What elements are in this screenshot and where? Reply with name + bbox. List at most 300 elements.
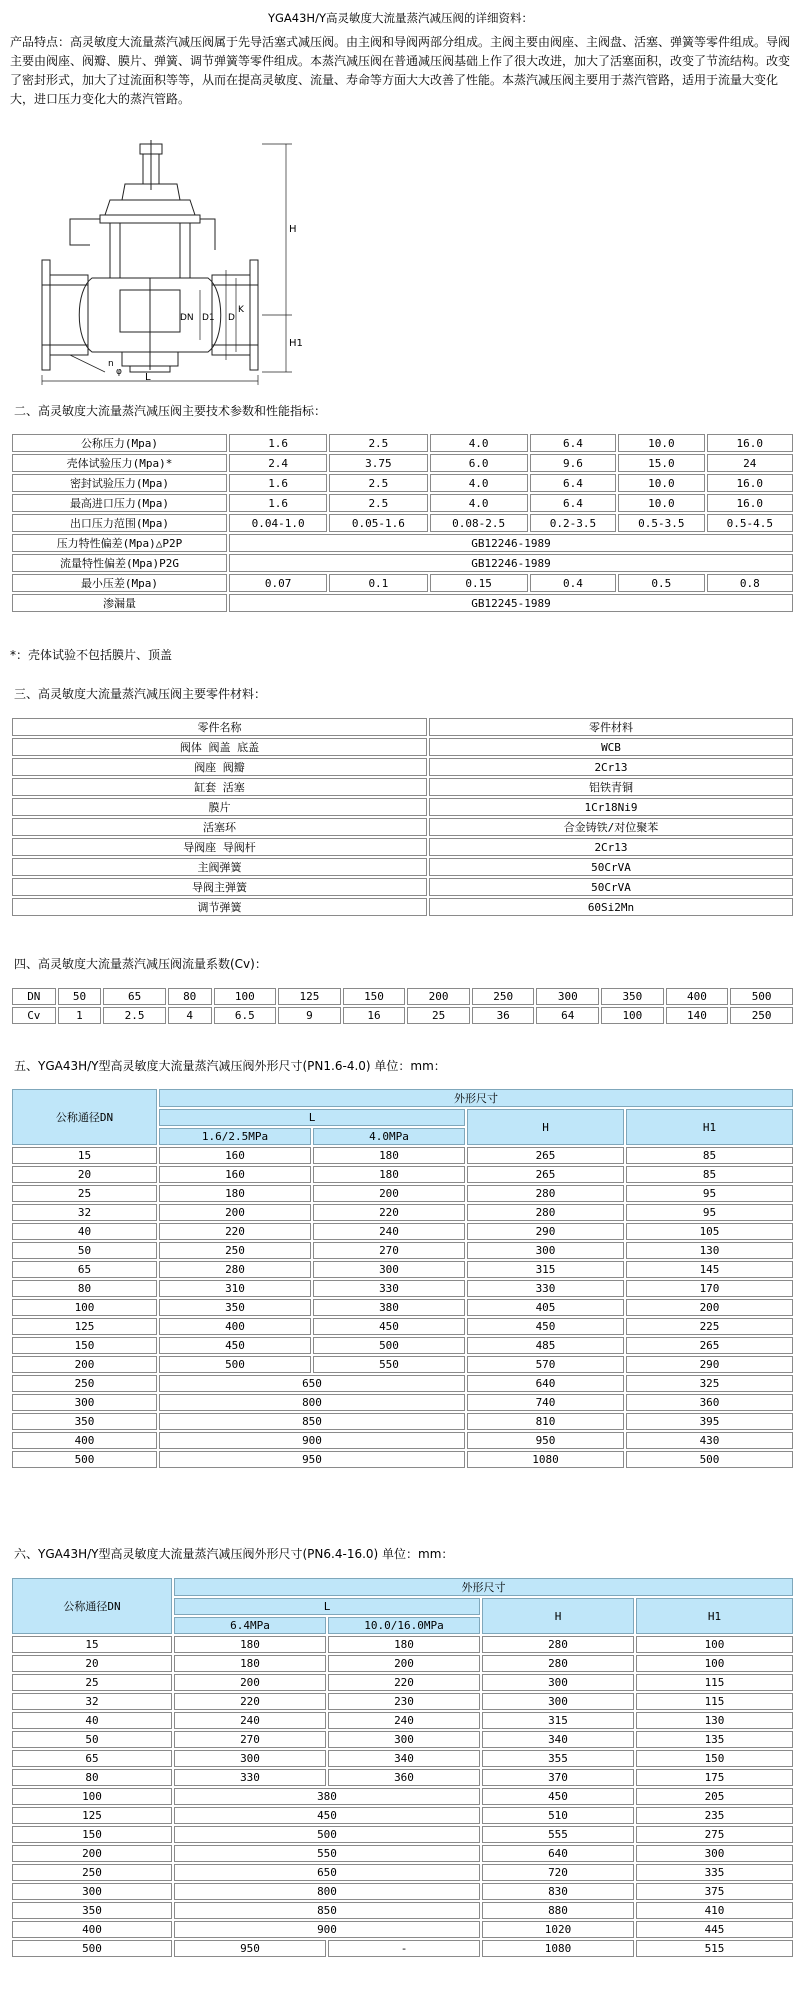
spec-value: 10.0: [618, 434, 704, 452]
dims-l: 250: [159, 1242, 311, 1259]
dims-row: [12, 1655, 793, 1672]
spec-row: [12, 554, 793, 572]
spec-label: 密封试验压力(Mpa): [12, 474, 227, 492]
part-material: 60Si2Mn: [429, 898, 793, 916]
spec-value: 2.4: [229, 454, 327, 472]
dims-l: 160: [159, 1147, 311, 1164]
spec-value: 0.04-1.0: [229, 514, 327, 532]
dims-dn: 150: [12, 1337, 157, 1354]
materials-row: [12, 878, 793, 896]
dims-l: 240: [313, 1223, 465, 1240]
spec-row: [12, 434, 793, 452]
dims-h: 265: [467, 1166, 624, 1183]
spec-value: 0.4: [530, 574, 616, 592]
dims-row: [12, 1280, 793, 1297]
cv-value: 6.5: [214, 1007, 277, 1024]
dims-dn: 20: [12, 1166, 157, 1183]
dims-h1: 300: [636, 1845, 793, 1862]
dims-l: 180: [159, 1185, 311, 1202]
dims-row: [12, 1750, 793, 1767]
dims-l: 180: [313, 1147, 465, 1164]
spec-value: 0.15: [430, 574, 528, 592]
cv-value: 4: [168, 1007, 212, 1024]
dims-l: 380: [313, 1299, 465, 1316]
dims-l: 900: [174, 1921, 480, 1938]
dims-h1: 170: [626, 1280, 793, 1297]
dims-h: 355: [482, 1750, 634, 1767]
dims-row: [12, 1166, 793, 1183]
spec-value: 0.05-1.6: [329, 514, 427, 532]
spec-standard: GB12246-1989: [229, 554, 793, 572]
dims-l: 500: [174, 1826, 480, 1843]
dims-header-l: L: [174, 1598, 480, 1615]
dims-h: 555: [482, 1826, 634, 1843]
spec-standard: GB12245-1989: [229, 594, 793, 612]
dims-l: 900: [159, 1432, 465, 1449]
cv-value: 125: [278, 988, 341, 1005]
dims-h1: 375: [636, 1883, 793, 1900]
dims-row: [12, 1712, 793, 1729]
spec-value: 6.4: [530, 494, 616, 512]
materials-header-material: 零件材料: [429, 718, 793, 736]
materials-row: [12, 818, 793, 836]
dims-l: 240: [328, 1712, 480, 1729]
spec-value: 0.8: [707, 574, 793, 592]
dims-h1: 175: [636, 1769, 793, 1786]
dims-h1: 95: [626, 1204, 793, 1221]
dims-h1: 135: [636, 1731, 793, 1748]
cv-value: 500: [730, 988, 793, 1005]
dims-dn: 20: [12, 1655, 172, 1672]
cv-row-dn: [12, 988, 793, 1005]
dims-h: 315: [467, 1261, 624, 1278]
spec-value: 2.5: [329, 434, 427, 452]
cv-value: 100: [214, 988, 277, 1005]
part-material: 合金铸铁/对位聚苯: [429, 818, 793, 836]
dims-row: [12, 1769, 793, 1786]
dims-h1: 205: [636, 1788, 793, 1805]
dims-h1: 200: [626, 1299, 793, 1316]
dims-l: 800: [159, 1394, 465, 1411]
spec-value: 6.4: [530, 434, 616, 452]
cv-value: 1: [58, 1007, 102, 1024]
dims-l: 350: [159, 1299, 311, 1316]
dims-row: [12, 1845, 793, 1862]
dims-dn: 32: [12, 1204, 157, 1221]
dim-d1-label: D1: [202, 313, 215, 323]
dims-row: [12, 1356, 793, 1373]
section5-heading: 五、YGA43H/Y型高灵敏度大流量蒸汽减压阀外形尺寸(PN1.6-4.0) 单位：mm：: [14, 1059, 446, 1073]
materials-row: [12, 838, 793, 856]
spec-value: 2.5: [329, 494, 427, 512]
part-material: WCB: [429, 738, 793, 756]
dims-h1: 115: [636, 1674, 793, 1691]
dims-row: [12, 1242, 793, 1259]
cv-value: 9: [278, 1007, 341, 1024]
dims-header-h: H: [482, 1598, 634, 1634]
dims-dn: 65: [12, 1261, 157, 1278]
dims-l: 200: [328, 1655, 480, 1672]
dims-h1: 115: [636, 1693, 793, 1710]
dims-table-pn64-160: [10, 1576, 795, 1959]
dims-h1: 395: [626, 1413, 793, 1430]
part-name: 活塞环: [12, 818, 427, 836]
dims-l: 950: [174, 1940, 326, 1957]
part-material: 50CrVA: [429, 858, 793, 876]
cv-value: 100: [601, 1007, 664, 1024]
spec-value: 16.0: [707, 434, 793, 452]
dims-l: 550: [313, 1356, 465, 1373]
dims-h: 280: [482, 1636, 634, 1653]
spec-row: [12, 594, 793, 612]
dims-h1: 105: [626, 1223, 793, 1240]
dims-h1: 410: [636, 1902, 793, 1919]
spec-row: [12, 474, 793, 492]
dims-h1: 445: [636, 1921, 793, 1938]
cv-table: [10, 986, 795, 1026]
dims-h1: 145: [626, 1261, 793, 1278]
spec-value: 0.5-3.5: [618, 514, 704, 532]
dims-header-dn: 公称通径DN: [12, 1089, 157, 1145]
dims-h1: 225: [626, 1318, 793, 1335]
dims-table-pn16-40: [10, 1087, 795, 1470]
dims-dn: 25: [12, 1185, 157, 1202]
dims-row: [12, 1337, 793, 1354]
spec-label: 渗漏量: [12, 594, 227, 612]
part-material: 50CrVA: [429, 878, 793, 896]
dims-row: [12, 1902, 793, 1919]
dims-h: 300: [482, 1693, 634, 1710]
dim-h1-label: H1: [289, 338, 303, 349]
dims-l: 550: [174, 1845, 480, 1862]
materials-header-part: 零件名称: [12, 718, 427, 736]
cv-value: 350: [601, 988, 664, 1005]
cv-value: 50: [58, 988, 102, 1005]
dims-row: [12, 1185, 793, 1202]
dims-h: 950: [467, 1432, 624, 1449]
dims-dn: 40: [12, 1712, 172, 1729]
dims-dn: 100: [12, 1788, 172, 1805]
spec-value: 15.0: [618, 454, 704, 472]
cv-value: 16: [343, 1007, 406, 1024]
section3-heading: 三、高灵敏度大流量蒸汽减压阀主要零件材料：: [14, 687, 267, 701]
section4-heading: 四、高灵敏度大流量蒸汽减压阀流量系数(Cv)：: [14, 957, 267, 971]
dims-row: [12, 1864, 793, 1881]
dims-h1: 335: [636, 1864, 793, 1881]
dims-h: 450: [467, 1318, 624, 1335]
spec-value: 9.6: [530, 454, 616, 472]
dims-h1: 500: [626, 1451, 793, 1468]
dims-row: [12, 1223, 793, 1240]
spec-row: [12, 514, 793, 532]
cv-row-label: Cv: [12, 1007, 56, 1024]
dims-l: 400: [159, 1318, 311, 1335]
dims-h1: 290: [626, 1356, 793, 1373]
dims-h: 640: [482, 1845, 634, 1862]
cv-value: 200: [407, 988, 470, 1005]
part-name: 调节弹簧: [12, 898, 427, 916]
spec-value: 4.0: [430, 474, 528, 492]
spec-value: 0.08-2.5: [430, 514, 528, 532]
dims-header-h1: H1: [636, 1598, 793, 1634]
dims-h1: 85: [626, 1147, 793, 1164]
page-title: YGA43H/Y高灵敏度大流量蒸汽减压阀的详细资料：: [268, 11, 533, 25]
dims-l: 270: [174, 1731, 326, 1748]
dims-l: -: [328, 1940, 480, 1957]
dims-h1: 85: [626, 1166, 793, 1183]
dims-h: 485: [467, 1337, 624, 1354]
dims-dn: 40: [12, 1223, 157, 1240]
dims-h1: 235: [636, 1807, 793, 1824]
dims-row: [12, 1636, 793, 1653]
product-intro: 产品特点：高灵敏度大流量蒸汽减压阀属于先导活塞式减压阀。由主阀和导阀两部分组成。主阀主要由阀座、主阀盘、活塞、弹簧等零件组成。导阀主要由阀座、阀瓣、膜片、弹簧、调节弹簧等零件组成。本蒸汽减压阀在普通减压阀基础上作了很大改进，加大了活塞面积，改变了节流结构。改变了密封形式，加大了过流面积等等，从而在提高灵敏度、流量、寿命等方面大大改善了性能。本蒸汽减压阀主要用于蒸汽管路，适用于流量大变化大，进口压力变化大的蒸汽管路。: [10, 35, 791, 106]
dims-dn: 15: [12, 1147, 157, 1164]
cv-value: 65: [103, 988, 166, 1005]
dims-l: 650: [174, 1864, 480, 1881]
dims-h: 810: [467, 1413, 624, 1430]
spec-label: 压力特性偏差(Mpa)△P2P: [12, 534, 227, 552]
dims-dn: 50: [12, 1242, 157, 1259]
dims-dn: 350: [12, 1902, 172, 1919]
dims-row: [12, 1375, 793, 1392]
dims-dn: 50: [12, 1731, 172, 1748]
dims-row: [12, 1940, 793, 1957]
spec-value: 0.1: [329, 574, 427, 592]
dims-row: [12, 1299, 793, 1316]
dims-h: 290: [467, 1223, 624, 1240]
dims-dn: 250: [12, 1864, 172, 1881]
dims-h: 450: [482, 1788, 634, 1805]
dims-l: 330: [174, 1769, 326, 1786]
materials-header-row: [12, 718, 793, 736]
cv-row-label: DN: [12, 988, 56, 1005]
cv-value: 150: [343, 988, 406, 1005]
dims-row: [12, 1451, 793, 1468]
spec-value: 16.0: [707, 494, 793, 512]
spec-value: 1.6: [229, 494, 327, 512]
dims-l: 160: [159, 1166, 311, 1183]
part-name: 缸套 活塞: [12, 778, 427, 796]
spec-value: 10.0: [618, 474, 704, 492]
dims-row: [12, 1883, 793, 1900]
dims-h: 315: [482, 1712, 634, 1729]
dims-h: 265: [467, 1147, 624, 1164]
dims-l: 950: [159, 1451, 465, 1468]
dims-dn: 250: [12, 1375, 157, 1392]
dims-dn: 125: [12, 1807, 172, 1824]
spec-value: 6.0: [430, 454, 528, 472]
dims-h1: 130: [626, 1242, 793, 1259]
cv-value: 25: [407, 1007, 470, 1024]
dims-l: 300: [328, 1731, 480, 1748]
dims-l: 450: [313, 1318, 465, 1335]
dims-dn: 300: [12, 1394, 157, 1411]
dims-l: 240: [174, 1712, 326, 1729]
dims-h: 1020: [482, 1921, 634, 1938]
dims-dn: 350: [12, 1413, 157, 1430]
dims-row: [12, 1261, 793, 1278]
dims-l: 850: [174, 1902, 480, 1919]
dims-row: [12, 1788, 793, 1805]
materials-row: [12, 758, 793, 776]
dims-h: 280: [482, 1655, 634, 1672]
dims-header-row: [12, 1578, 793, 1596]
dims-h1: 265: [626, 1337, 793, 1354]
dim-k-label: K: [238, 305, 244, 315]
part-name: 阀体 阀盖 底盖: [12, 738, 427, 756]
spec-value: 0.5-4.5: [707, 514, 793, 532]
dims-h: 300: [467, 1242, 624, 1259]
dims-h1: 515: [636, 1940, 793, 1957]
dims-l: 200: [313, 1185, 465, 1202]
dims-h1: 130: [636, 1712, 793, 1729]
dims-h1: 150: [636, 1750, 793, 1767]
cv-value: 2.5: [103, 1007, 166, 1024]
dims-l: 330: [313, 1280, 465, 1297]
dims-dn: 100: [12, 1299, 157, 1316]
part-name: 导阀主弹簧: [12, 878, 427, 896]
materials-row: [12, 858, 793, 876]
spec-value: 1.6: [229, 474, 327, 492]
cv-value: 80: [168, 988, 212, 1005]
dims-row: [12, 1674, 793, 1691]
dims-h1: 275: [636, 1826, 793, 1843]
spec-value: 16.0: [707, 474, 793, 492]
materials-row: [12, 778, 793, 796]
dims-h: 640: [467, 1375, 624, 1392]
materials-row: [12, 738, 793, 756]
dims-l: 180: [174, 1655, 326, 1672]
valve-drawing: [30, 140, 320, 385]
dims-row: [12, 1693, 793, 1710]
cv-value: 250: [472, 988, 535, 1005]
spec-label: 流量特性偏差(Mpa)P2G: [12, 554, 227, 572]
spec-label: 最高进口压力(Mpa): [12, 494, 227, 512]
dims-l: 280: [159, 1261, 311, 1278]
dims-l: 850: [159, 1413, 465, 1430]
dims-l: 220: [328, 1674, 480, 1691]
dims-h: 880: [482, 1902, 634, 1919]
dims-dn: 15: [12, 1636, 172, 1653]
dims-l: 450: [174, 1807, 480, 1824]
dims-l: 200: [159, 1204, 311, 1221]
cv-row-cv: [12, 1007, 793, 1024]
dims-row: [12, 1318, 793, 1335]
spec-label: 公称压力(Mpa): [12, 434, 227, 452]
dims-row: [12, 1921, 793, 1938]
dims-dn: 80: [12, 1280, 157, 1297]
dim-dn-label: DN: [180, 313, 194, 323]
dims-row: [12, 1147, 793, 1164]
spec-value: 24: [707, 454, 793, 472]
dims-l: 360: [328, 1769, 480, 1786]
spec-label: 壳体试验压力(Mpa)*: [12, 454, 227, 472]
dims-l: 270: [313, 1242, 465, 1259]
section6-heading: 六、YGA43H/Y型高灵敏度大流量蒸汽减压阀外形尺寸(PN6.4-16.0) 单位：mm：: [14, 1547, 454, 1561]
dims-header-outline: 外形尺寸: [159, 1089, 793, 1107]
dims-h1: 360: [626, 1394, 793, 1411]
dims-h: 510: [482, 1807, 634, 1824]
dims-l: 300: [313, 1261, 465, 1278]
spec-value: 1.6: [229, 434, 327, 452]
dims-l: 380: [174, 1788, 480, 1805]
materials-row: [12, 898, 793, 916]
dims-h: 370: [482, 1769, 634, 1786]
dims-h1: 100: [636, 1655, 793, 1672]
dims-h: 740: [467, 1394, 624, 1411]
dims-dn: 65: [12, 1750, 172, 1767]
spec-value: 10.0: [618, 494, 704, 512]
part-name: 导阀座 导阀杆: [12, 838, 427, 856]
dims-l: 220: [159, 1223, 311, 1240]
materials-table: [10, 716, 795, 918]
dims-h: 330: [467, 1280, 624, 1297]
dims-h: 300: [482, 1674, 634, 1691]
dims-h1: 95: [626, 1185, 793, 1202]
dims-header-h1: H1: [626, 1109, 793, 1145]
part-material: 1Cr18Ni9: [429, 798, 793, 816]
dims-row: [12, 1204, 793, 1221]
specs-table: [10, 432, 795, 614]
section2-heading: 二、高灵敏度大流量蒸汽减压阀主要技术参数和性能指标：: [14, 404, 327, 418]
dims-h1: 100: [636, 1636, 793, 1653]
spec-value: 0.5: [618, 574, 704, 592]
dims-row: [12, 1413, 793, 1430]
dims-h: 570: [467, 1356, 624, 1373]
dims-l: 220: [313, 1204, 465, 1221]
dims-h: 720: [482, 1864, 634, 1881]
dims-l: 200: [174, 1674, 326, 1691]
part-name: 阀座 阀瓣: [12, 758, 427, 776]
dim-phi-label: φ: [116, 367, 122, 377]
dim-h-label: H: [289, 224, 297, 235]
dims-l: 340: [328, 1750, 480, 1767]
dims-header-l-low: 6.4MPa: [174, 1617, 326, 1634]
dims-dn: 400: [12, 1432, 157, 1449]
spec-row: [12, 574, 793, 592]
dims-dn: 500: [12, 1940, 172, 1957]
dims-dn: 150: [12, 1826, 172, 1843]
dim-l-label: L: [145, 372, 151, 383]
dims-header-l-high: 4.0MPa: [313, 1128, 465, 1145]
dims-dn: 25: [12, 1674, 172, 1691]
dims-l: 180: [313, 1166, 465, 1183]
materials-row: [12, 798, 793, 816]
part-material: 2Cr13: [429, 838, 793, 856]
cv-value: 36: [472, 1007, 535, 1024]
dims-l: 180: [328, 1636, 480, 1653]
dims-h: 1080: [482, 1940, 634, 1957]
dims-row: [12, 1394, 793, 1411]
dims-dn: 32: [12, 1693, 172, 1710]
dims-dn: 400: [12, 1921, 172, 1938]
dims-h: 280: [467, 1204, 624, 1221]
dims-h: 340: [482, 1731, 634, 1748]
dims-h: 280: [467, 1185, 624, 1202]
dims-l: 310: [159, 1280, 311, 1297]
spec-value: 0.2-3.5: [530, 514, 616, 532]
dims-h: 1080: [467, 1451, 624, 1468]
dims-l: 450: [159, 1337, 311, 1354]
dims-l: 500: [159, 1356, 311, 1373]
dims-l: 180: [174, 1636, 326, 1653]
dims-row: [12, 1432, 793, 1449]
dims-l: 500: [313, 1337, 465, 1354]
dims-l: 220: [174, 1693, 326, 1710]
cv-value: 400: [666, 988, 729, 1005]
dims-h1: 430: [626, 1432, 793, 1449]
spec-value: 2.5: [329, 474, 427, 492]
